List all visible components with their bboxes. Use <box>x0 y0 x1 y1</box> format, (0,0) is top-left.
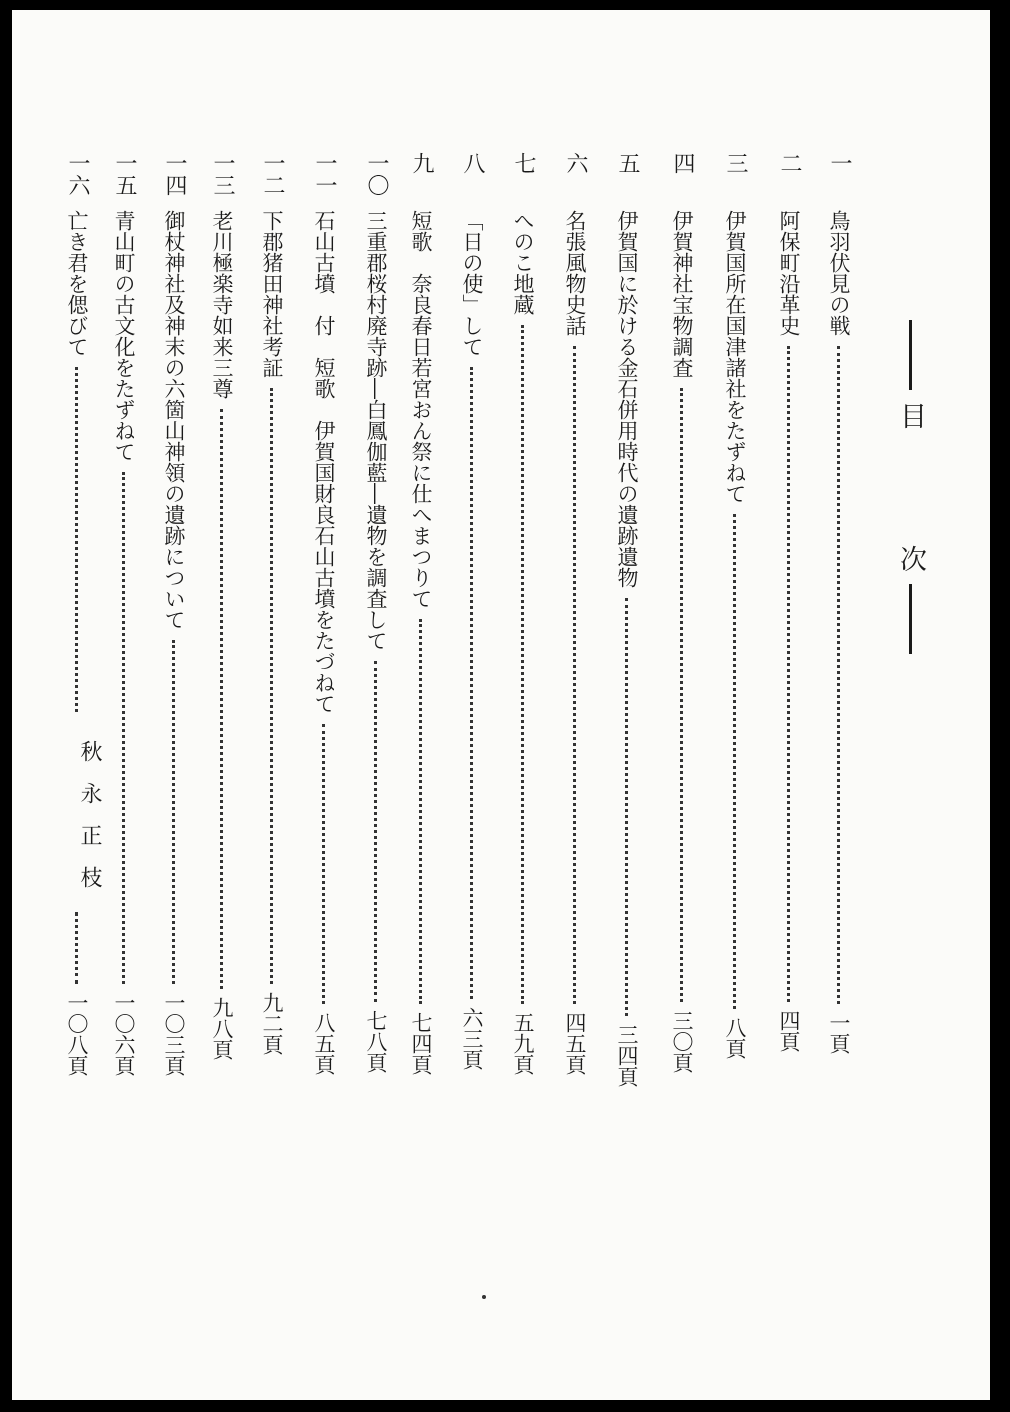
entry-number: 六 <box>563 152 588 174</box>
entry-page-number: 七四頁 <box>409 1012 433 1075</box>
entry-number: 一五 <box>112 152 137 196</box>
entry-page-number: 七八頁 <box>364 1010 388 1073</box>
entry-page-number: 一〇六頁 <box>112 992 136 1076</box>
entry-page-number: 三四頁 <box>615 1024 639 1087</box>
dot-leader <box>172 640 179 984</box>
entry-page-number: 一〇八頁 <box>65 992 89 1076</box>
toc-entry <box>205 152 239 1142</box>
entry-title: 亡き君を偲びて <box>65 210 89 357</box>
entry-page-number: 五九頁 <box>511 1012 535 1075</box>
dot-leader <box>75 367 82 712</box>
entry-number: 九 <box>409 152 434 174</box>
entry-title: 伊賀神社宝物調査 <box>670 210 694 378</box>
entry-title: 短歌 奈良春日若宮おん祭に仕へまつりて <box>409 210 433 609</box>
entry-page-number: 八五頁 <box>312 1012 336 1075</box>
entry-title: 三重郡桜村廃寺跡―白鳳伽藍―遺物を調査して <box>364 210 388 651</box>
entry-number: 四 <box>670 152 695 174</box>
toc-entry <box>255 152 289 1142</box>
entry-title: 鳥羽伏見の戦 <box>827 210 851 336</box>
entry-title: 御杖神社及神末の六箇山神領の遺跡について <box>162 210 186 630</box>
dot-leader <box>625 598 632 1016</box>
entry-number: 一三 <box>210 152 235 196</box>
entry-number: 一〇 <box>364 152 389 196</box>
entry-page-number: 九八頁 <box>210 997 234 1060</box>
dot-leader <box>680 388 687 1002</box>
entry-number: 二 <box>777 152 802 174</box>
entry-number: 一二 <box>260 152 285 196</box>
entry-number: 一六 <box>65 152 90 196</box>
entry-page-number: 六三頁 <box>460 1007 484 1070</box>
dot-leader <box>733 514 740 1009</box>
heading-char-moku: 目 <box>895 402 926 429</box>
toc-entry <box>610 152 644 1142</box>
toc-entry <box>665 152 699 1142</box>
entry-page-number: 三〇頁 <box>670 1010 694 1073</box>
dot-leader <box>75 912 82 984</box>
entry-number: 五 <box>615 152 640 174</box>
entry-number: 一一 <box>312 152 337 196</box>
entry-number: 一 <box>827 152 852 174</box>
entry-number: 七 <box>511 152 536 174</box>
entry-page-number: 四五頁 <box>563 1012 587 1075</box>
dot-leader <box>573 346 580 1004</box>
toc-entry <box>718 152 752 1142</box>
author-name: 秋永正枝 <box>77 740 102 908</box>
entry-title: 阿保町沿革史 <box>777 210 801 336</box>
toc-entry <box>307 152 341 1142</box>
entry-page-number: 一頁 <box>827 1012 851 1054</box>
toc-entry <box>772 152 806 1142</box>
heading-rule-top <box>909 320 912 390</box>
entry-title: 下郡猪田神社考証 <box>260 210 284 378</box>
dot-leader <box>837 346 844 1004</box>
dot-leader <box>322 724 329 1004</box>
entry-number: 八 <box>460 152 485 174</box>
entry-title: 伊賀国所在国津諸社をたずねて <box>723 210 747 504</box>
toc-entry <box>359 152 393 1142</box>
paper-sheet <box>12 10 990 1400</box>
entry-title: 名張風物史話 <box>563 210 587 336</box>
entry-page-number: 九二頁 <box>260 992 284 1055</box>
entry-title: 伊賀国に於ける金石併用時代の遺跡遺物 <box>615 210 639 588</box>
heading-rule-bottom <box>909 584 912 654</box>
entry-title: 青山町の古文化をたずねて <box>112 210 136 462</box>
entry-page-number: 八頁 <box>723 1017 747 1059</box>
toc-entry <box>107 152 141 1142</box>
toc-entry <box>506 152 540 1142</box>
dot-leader <box>374 661 381 1002</box>
toc-entry <box>455 152 489 1142</box>
toc-heading <box>897 320 924 654</box>
dot-leader <box>122 472 129 984</box>
toc-entry <box>404 152 438 1142</box>
toc-entry <box>60 152 94 1142</box>
entry-title: 老川極楽寺如来三尊 <box>210 210 234 399</box>
toc-entry <box>558 152 592 1142</box>
dot-leader <box>220 409 227 989</box>
entry-title: 石山古墳 付 短歌 伊賀国財良石山古墳をたづねて <box>312 210 336 714</box>
entry-title: 「日の使」して <box>460 210 484 357</box>
dust-speck <box>482 1295 486 1299</box>
dot-leader <box>270 388 277 984</box>
toc-entry <box>157 152 191 1142</box>
dot-leader <box>470 367 477 999</box>
entry-number: 一四 <box>162 152 187 196</box>
entry-title: へのこ地蔵 <box>511 210 535 315</box>
dot-leader <box>787 346 794 1002</box>
dot-leader <box>521 325 528 1004</box>
toc-entry <box>822 152 856 1142</box>
dot-leader <box>419 619 426 1004</box>
entry-number: 三 <box>723 152 748 174</box>
entry-page-number: 四頁 <box>777 1010 801 1052</box>
entry-page-number: 一〇三頁 <box>162 992 186 1076</box>
heading-char-ji: 次 <box>895 545 926 572</box>
